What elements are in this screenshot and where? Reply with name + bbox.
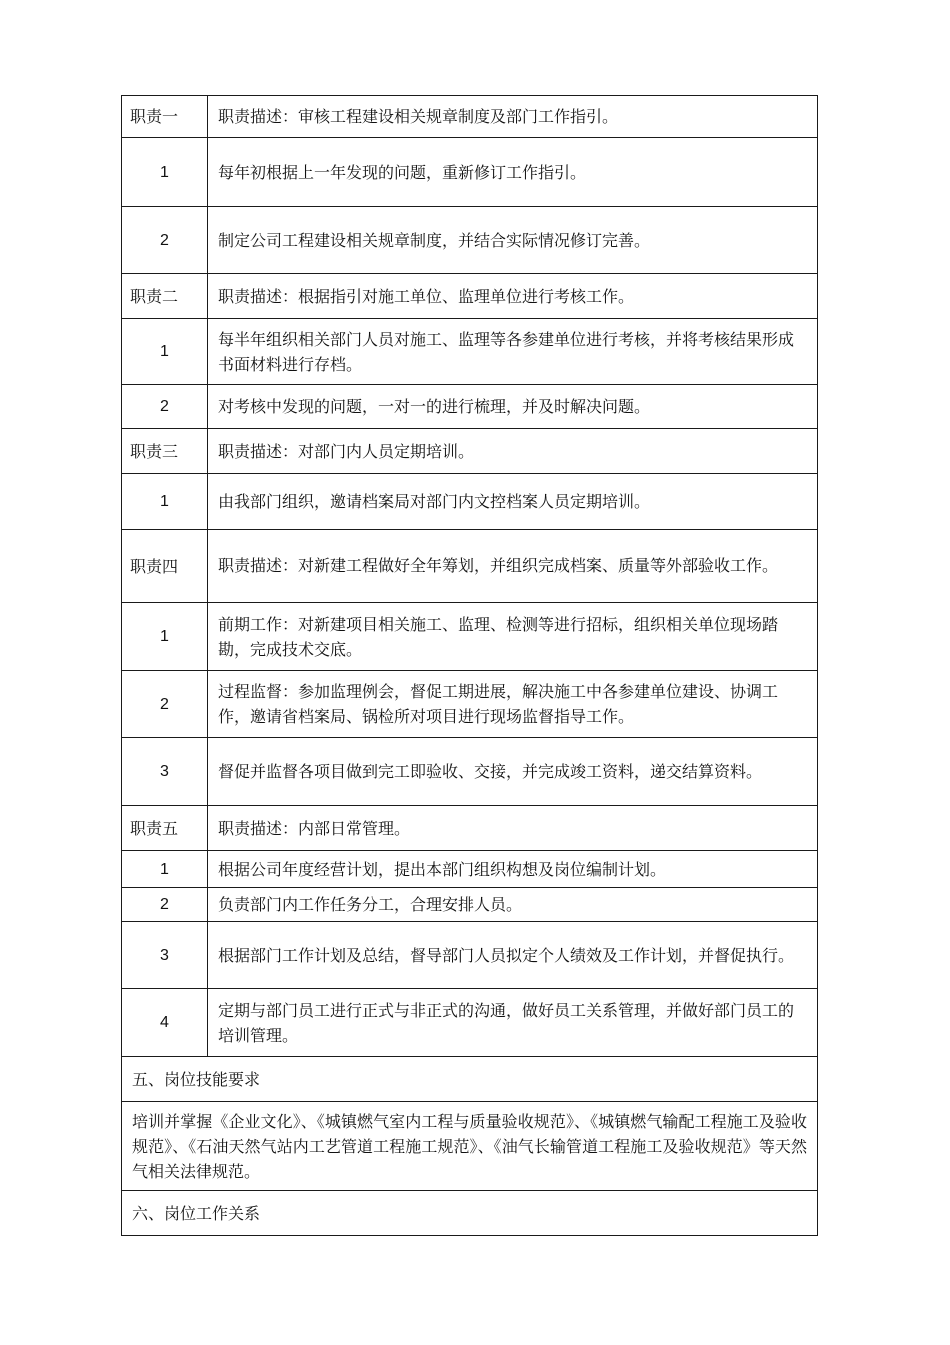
table-row	[122, 851, 818, 888]
duty-label: 职责四	[122, 530, 208, 603]
item-number: 1	[122, 851, 208, 888]
duty-description: 职责描述：审核工程建设相关规章制度及部门工作指引。	[208, 96, 818, 138]
item-text: 每年初根据上一年发现的问题，重新修订工作指引。	[208, 138, 818, 207]
duty-label: 职责五	[122, 806, 208, 851]
table-row	[122, 922, 818, 989]
item-text: 督促并监督各项目做到完工即验收、交接，并完成竣工资料，递交结算资料。	[208, 738, 818, 806]
table-row	[122, 138, 818, 207]
duty-description: 职责描述：内部日常管理。	[208, 806, 818, 851]
item-number: 2	[122, 671, 208, 738]
table-row	[122, 429, 818, 474]
item-number: 2	[122, 207, 208, 274]
item-text: 每半年组织相关部门人员对施工、监理等各参建单位进行考核，并将考核结果形成书面材料进行存档。	[208, 319, 818, 385]
item-text: 对考核中发现的问题，一对一的进行梳理，并及时解决问题。	[208, 385, 818, 429]
table-row	[122, 207, 818, 274]
item-text: 负责部门内工作任务分工，合理安排人员。	[208, 888, 818, 922]
item-text: 根据公司年度经营计划，提出本部门组织构想及岗位编制计划。	[208, 851, 818, 888]
duty-description: 职责描述：根据指引对施工单位、监理单位进行考核工作。	[208, 274, 818, 319]
table-row	[122, 530, 818, 603]
duty-label: 职责二	[122, 274, 208, 319]
item-number: 1	[122, 138, 208, 207]
table-row	[122, 806, 818, 851]
skills-content: 培训并掌握《企业文化》、《城镇燃气室内工程与质量验收规范》、《城镇燃气输配工程施工及验收规范》、《石油天然气站内工艺管道工程施工规范》、《油气长输管道工程施工及验收规范》等天然气相关法律规范。	[122, 1102, 818, 1191]
table-row	[122, 989, 818, 1057]
item-number: 2	[122, 385, 208, 429]
section-title: 五、岗位技能要求	[122, 1057, 818, 1102]
item-number: 4	[122, 989, 208, 1057]
item-number: 2	[122, 888, 208, 922]
table-row	[122, 274, 818, 319]
duty-label: 职责一	[122, 96, 208, 138]
table-row	[122, 1057, 818, 1102]
table-row	[122, 671, 818, 738]
item-number: 3	[122, 738, 208, 806]
item-number: 1	[122, 603, 208, 671]
section-title: 六、岗位工作关系	[122, 1191, 818, 1236]
item-text: 制定公司工程建设相关规章制度，并结合实际情况修订完善。	[208, 207, 818, 274]
table-row	[122, 888, 818, 922]
item-text: 过程监督：参加监理例会，督促工期进展，解决施工中各参建单位建设、协调工作，邀请省档案局、锅检所对项目进行现场监督指导工作。	[208, 671, 818, 738]
table-row	[122, 1102, 818, 1191]
table-row	[122, 1191, 818, 1236]
item-number: 3	[122, 922, 208, 989]
table-row	[122, 603, 818, 671]
table-row	[122, 96, 818, 138]
table-row	[122, 474, 818, 530]
table-row	[122, 319, 818, 385]
table-row	[122, 385, 818, 429]
item-text: 由我部门组织，邀请档案局对部门内文控档案人员定期培训。	[208, 474, 818, 530]
duty-description: 职责描述：对新建工程做好全年筹划，并组织完成档案、质量等外部验收工作。	[208, 530, 818, 603]
item-number: 1	[122, 319, 208, 385]
item-text: 根据部门工作计划及总结，督导部门人员拟定个人绩效及工作计划，并督促执行。	[208, 922, 818, 989]
duty-table	[121, 95, 818, 1236]
item-text: 定期与部门员工进行正式与非正式的沟通，做好员工关系管理，并做好部门员工的培训管理。	[208, 989, 818, 1057]
item-number: 1	[122, 474, 208, 530]
item-text: 前期工作：对新建项目相关施工、监理、检测等进行招标，组织相关单位现场踏勘，完成技术交底。	[208, 603, 818, 671]
table-row	[122, 738, 818, 806]
duty-description: 职责描述：对部门内人员定期培训。	[208, 429, 818, 474]
duty-label: 职责三	[122, 429, 208, 474]
